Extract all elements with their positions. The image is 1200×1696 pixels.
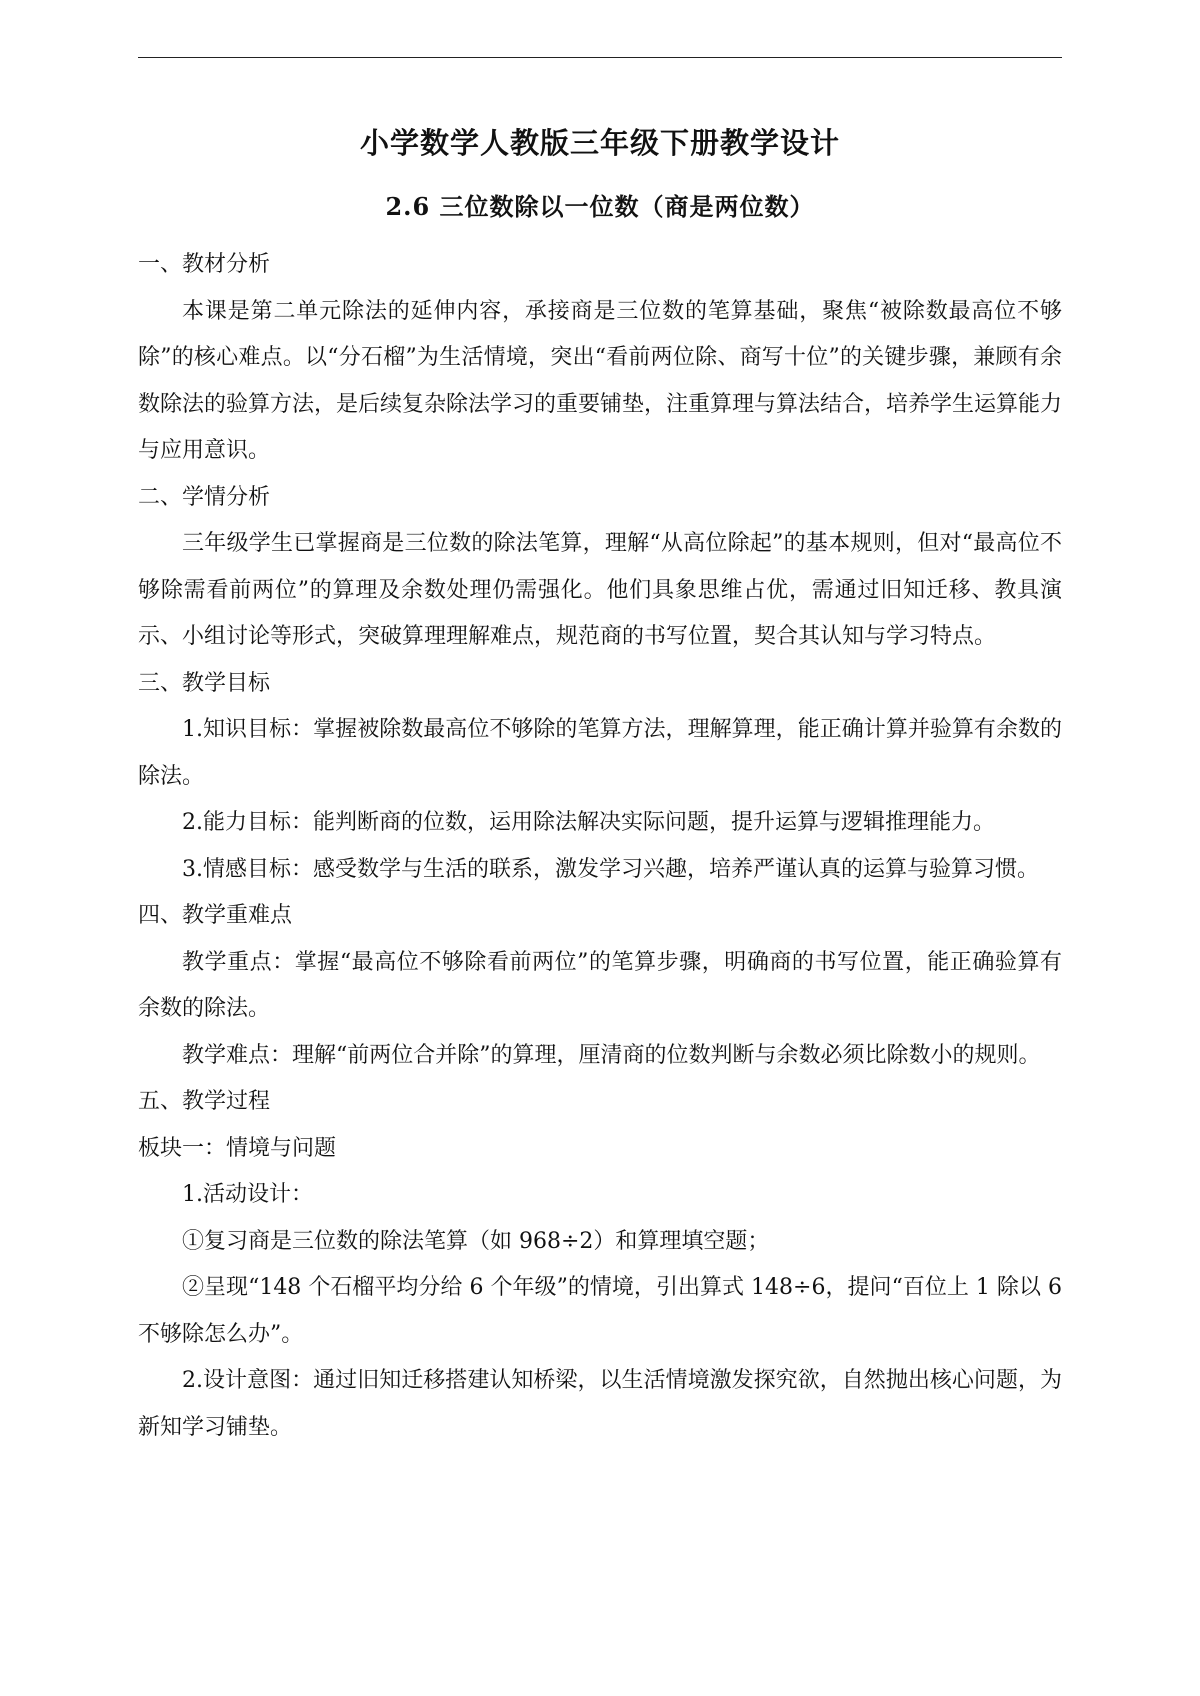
- block-heading-situation: 板块一：情境与问题: [138, 1135, 337, 1161]
- document-title: 小学数学人教版三年级下册教学设计: [359, 126, 840, 160]
- paragraph-materials-analysis: 本课是第二单元除法的延伸内容，承接商是三位数的笔算基础，聚焦“被除数最高位不够除”的核心难点。以“分石榴”为生活情境，突出“看前两位除、商写十位”的关键步骤，兼顾有余数除法的验算方法，是后续复杂除法学习的重要铺垫，注重算理与算法结合，培养学生运算能力与应用意识。: [138, 298, 1063, 463]
- document-body: [138, 242, 1062, 1451]
- section-heading-key-points: 四、教学重难点: [138, 903, 293, 928]
- activity-item-situation: ②呈现“148 个石榴平均分给 6 个年级”的情境，引出算式 148÷6，提问“百位上 1 除以 6 不够除怎么办”。: [138, 1275, 1062, 1347]
- section-heading-teaching-goals: 三、教学目标: [138, 670, 271, 696]
- activity-design-label: 1.活动设计：: [182, 1182, 313, 1207]
- section-heading-materials-analysis: 一、教材分析: [138, 252, 271, 277]
- paragraph-difficult-point: 教学难点：理解“前两位合并除”的算理，厘清商的位数判断与余数必须比除数小的规则。: [182, 1042, 1041, 1068]
- section-heading-student-analysis: 二、学情分析: [138, 484, 271, 510]
- goal-emotion: 3.情感目标：感受数学与生活的联系，激发学习兴趣，培养严谨认真的运算与验算习惯。: [182, 856, 1039, 882]
- section-heading-teaching-process: 五、教学过程: [138, 1089, 271, 1114]
- design-intent: 2.设计意图：通过旧知迁移搭建认知桥梁，以生活情境激发探究欲，自然抛出核心问题，为新知学习铺垫。: [138, 1368, 1062, 1440]
- paragraph-key-point: 教学重点：掌握“最高位不够除看前两位”的笔算步骤，明确商的书写位置，能正确验算有余数的除法。: [138, 949, 1062, 1021]
- goal-ability: 2.能力目标：能判断商的位数，运用除法解决实际问题，提升运算与逻辑推理能力。: [182, 810, 995, 835]
- paragraph-student-analysis: 三年级学生已掌握商是三位数的除法笔算，理解“从高位除起”的基本规则，但对“最高位不够除需看前两位”的算理及余数处理仍需强化。他们具象思维占优，需通过旧知迁移、教具演示、小组讨论等形式，突破算理理解难点，规范商的书写位置，契合其认知与学习特点。: [138, 531, 1062, 649]
- header-rule: [138, 57, 1062, 58]
- lesson-subtitle: 2.6 三位数除以一位数（商是两位数）: [385, 192, 815, 221]
- goal-knowledge: 1.知识目标：掌握被除数最高位不够除的笔算方法，理解算理，能正确计算并验算有余数的除法。: [138, 717, 1062, 789]
- activity-item-review: ①复习商是三位数的除法笔算（如 968÷2）和算理填空题；: [182, 1228, 770, 1254]
